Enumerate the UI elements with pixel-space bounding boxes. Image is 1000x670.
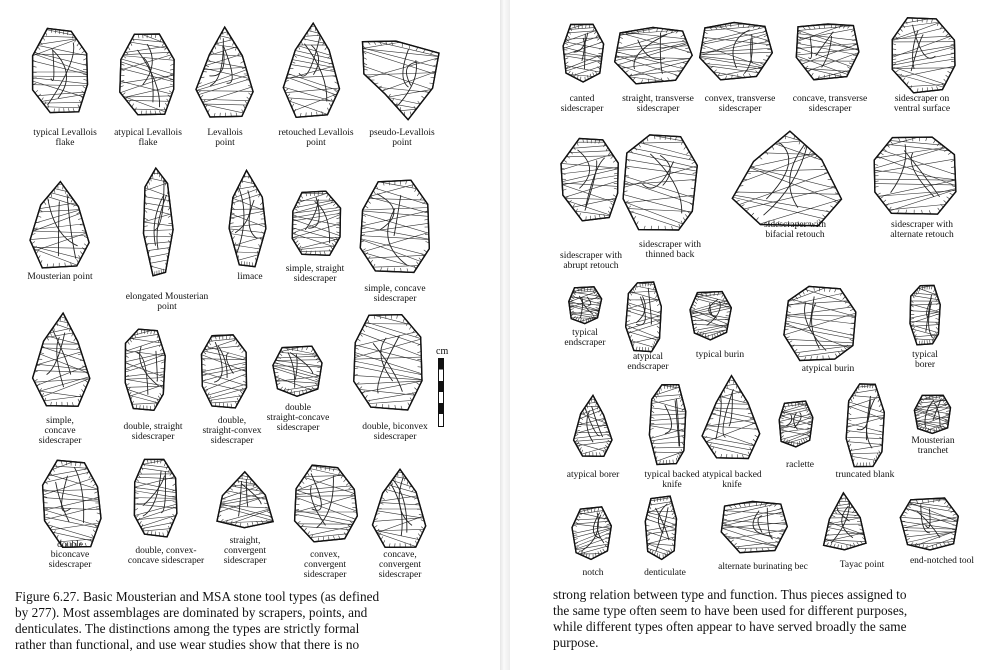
tool-label-limace: limace [237,272,263,282]
tool-drawing-sidescraper-with-thinned-back [620,132,702,232]
scale-bar [434,346,454,428]
tool-drawing-double-straight-sidescraper [122,328,168,412]
tool-drawing-double-straight-convex-sidescraper [200,332,248,410]
tool-label-raclette: raclette [786,460,814,470]
tool-drawing-simple-straight-sidescraper [290,190,342,258]
tool-drawing-pseudo-levallois-point [360,38,442,120]
tool-label-retouched-levallois-point: retouched Levallois point [278,128,354,148]
tool-drawing-atypical-burin [778,286,862,362]
tool-drawing-convex-convergent-sidescraper [292,464,358,544]
tool-drawing-notch [572,506,612,560]
tool-drawing-double-convex-concave-sidescraper [132,458,178,538]
tool-drawing-alternate-burinating-bec [718,500,788,554]
tool-drawing-double-straight-concave-sidescraper [272,345,324,397]
tool-label-typical-backed-knife: typical backed knife [644,470,700,490]
tool-label-double-biconvex-sidescraper: double, biconvex sidescraper [362,422,428,442]
tool-label-atypical-levallois-flake: atypical Levallois flake [114,128,182,148]
tool-label-straight-transverse-sidescraper: straight, transverse sidescraper [622,94,694,114]
tool-drawing-raclette [778,400,814,448]
tool-drawing-sidescraper-with-alternate-retouch [870,134,960,216]
tool-label-atypical-burin: atypical burin [801,364,855,374]
tool-label-concave-convergent-sidescraper: concave, convergent sidescraper [378,550,422,580]
tool-drawing-straight-transverse-sidescraper [612,26,692,86]
tool-drawing-typical-borer [908,284,942,346]
tool-drawing-canted-sidescraper [562,22,604,82]
tool-drawing-concave-convergent-sidescraper [372,468,426,550]
tool-drawing-elongated-mousterian-point [138,168,178,280]
tool-drawing-sidescraper-with-abrupt-retouch [560,138,620,222]
tool-drawing-concave-transverse-sidescraper [792,22,862,82]
tool-label-simple-concave-sidescraper-2: simple, concave sidescraper [38,416,82,446]
tool-label-double-straight-sidescraper: double, straight sidescraper [123,422,183,442]
book-gutter [500,0,510,670]
tool-drawing-mousterian-tranchet [914,394,952,434]
tool-label-elongated-mousterian-point: elongated Mousterian point [125,292,209,312]
tool-drawing-truncated-blank [844,382,886,468]
tool-drawing-typical-backed-knife [648,382,688,466]
tool-drawing-convex-transverse-sidescraper [698,22,772,82]
tool-drawing-typical-burin [690,290,732,340]
tool-drawing-atypical-levallois-flake [118,32,176,118]
tool-drawing-atypical-endscraper [624,280,664,352]
tool-drawing-double-biconcave-sidescraper [40,458,102,550]
tool-label-mousterian-point: Mousterian point [27,272,93,282]
tool-label-straight-convergent-sidescraper: straight, convergent sidescraper [223,536,267,566]
scale-unit-label: cm [436,346,449,357]
tool-label-sidescraper-with-thinned-back: sidescraper with thinned back [639,240,701,260]
tool-drawing-mousterian-point [28,180,90,268]
tool-label-levallois-point: Levallois point [207,128,243,148]
tool-label-alternate-burinating-bec: alternate burinating bec [718,562,808,572]
tool-label-tayac-point: Tayac point [839,560,885,570]
tool-label-atypical-endscraper: atypical endscraper [627,352,669,372]
tool-label-simple-concave-sidescraper: simple, concave sidescraper [364,284,426,304]
tool-label-simple-straight-sidescraper: simple, straight sidescraper [285,264,345,284]
tool-label-double-biconcave-sidescraper: double biconcave sidescraper [48,540,92,570]
tool-drawing-simple-concave-sidescraper-2 [32,312,90,408]
tool-drawing-tayac-point [822,492,866,550]
tool-label-atypical-backed-knife: atypical backed knife [702,470,762,490]
tool-drawing-sidescraper-with-bifacial-retouch [732,132,842,226]
tool-drawing-atypical-borer [572,396,612,458]
tool-label-truncated-blank: truncated blank [835,470,895,480]
tool-drawing-sidescraper-on-ventral-surface [888,16,958,94]
tool-drawing-typical-endscraper [568,286,602,324]
tool-label-sidescraper-on-ventral-surface: sidescraper on ventral surface [893,94,951,114]
figure-caption: Figure 6.27. Basic Mousterian and MSA stone tool types (as defined by 277). Most assemblages are dominated by scrapers, points, and denticulates. The distinctions among the types are strictly formal rather than functional, and use wear studies show that there is no [15,589,380,652]
tool-label-convex-transverse-sidescraper: convex, transverse sidescraper [704,94,776,114]
tool-label-atypical-borer: atypical borer [566,470,620,480]
tool-label-typical-borer: typical borer [912,350,938,370]
tool-label-concave-transverse-sidescraper: concave, transverse sidescraper [792,94,868,114]
tool-label-sidescraper-with-abrupt-retouch: sidescraper with abrupt retouch [560,251,622,271]
tool-label-typical-levallois-flake: typical Levallois flake [33,128,97,148]
tool-drawing-limace [226,172,268,268]
tool-label-double-straight-convex-sidescraper: double, straight-convex sidescraper [202,416,262,446]
tool-label-typical-burin: typical burin [695,350,745,360]
tool-label-notch: notch [582,568,604,578]
tool-drawing-denticulate [644,496,678,560]
tool-label-end-notched-tool: end-notched tool [909,556,975,566]
tool-label-typical-endscraper: typical endscraper [564,328,606,348]
tool-label-pseudo-levallois-point: pseudo-Levallois point [369,128,435,148]
tool-drawing-simple-concave-sidescraper [358,180,432,276]
body-text: strong relation between type and function. Thus pieces assigned to the same type often seem to have been used for different purposes, while different types often appear to have served broadly the same purpose. [553,587,908,650]
tool-drawing-atypical-backed-knife [702,376,760,460]
tool-label-sidescraper-with-alternate-retouch: sidescraper with alternate retouch [890,220,954,240]
tool-drawing-retouched-levallois-point [282,22,340,118]
tool-label-sidescraper-with-bifacial-retouch: sidescraper with bifacial retouch [764,220,826,240]
tool-label-double-straight-concave-sidescraper: double straight-concave sidescraper [266,403,330,433]
tool-drawing-straight-convergent-sidescraper [215,470,273,528]
tool-drawing-double-biconvex-sidescraper [352,314,424,412]
tool-label-convex-convergent-sidescraper: convex, convergent sidescraper [303,550,347,580]
tool-label-mousterian-tranchet: Mousterian tranchet [911,436,955,456]
tool-label-double-convex-concave-sidescraper: double, convex- concave sidescraper [127,546,205,566]
tool-label-canted-sidescraper: canted sidescraper [560,94,604,114]
tool-drawing-end-notched-tool [900,496,960,552]
right-page [510,0,1000,670]
tool-drawing-typical-levallois-flake [30,28,90,116]
tool-drawing-levallois-point [195,28,255,118]
tool-label-denticulate: denticulate [644,568,686,578]
